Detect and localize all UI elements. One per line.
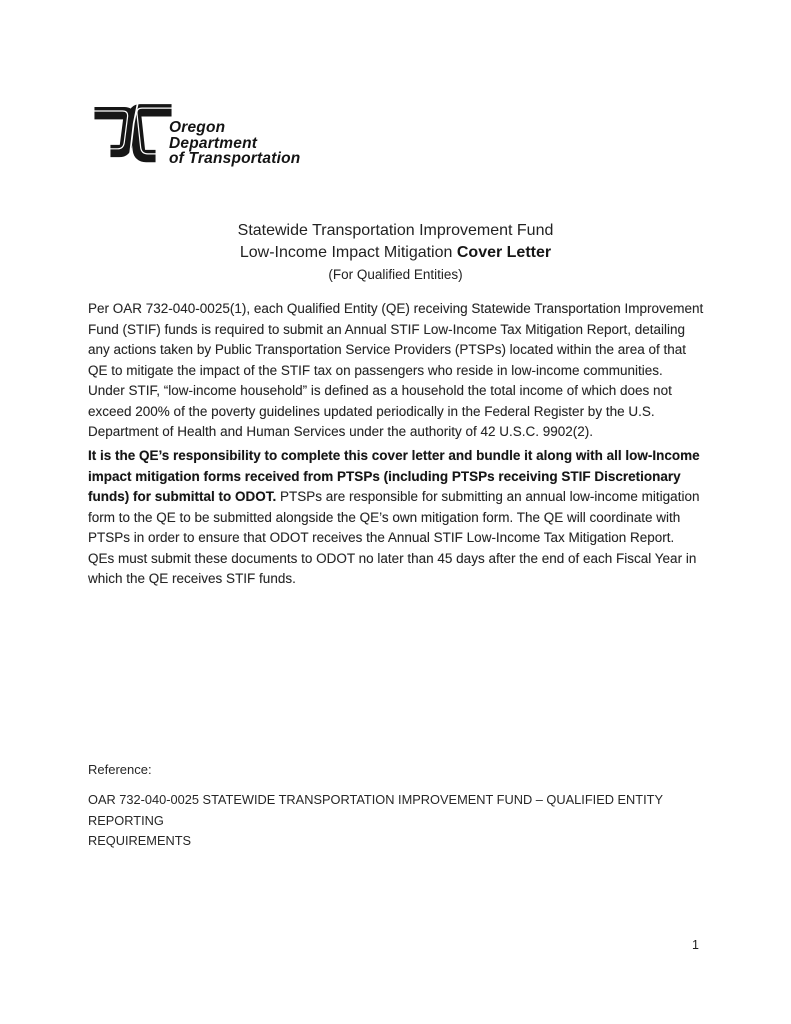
odot-logo-mark <box>93 98 173 172</box>
title-line1: Statewide Transportation Improvement Fund <box>237 222 554 239</box>
logo-text-line1: Oregon <box>169 119 226 136</box>
paragraph-2-regular: PTSPs are responsible for submitting an annual low-income mitigation form to the QE to be submitted alongside the QE’s own mitigation form. The QE will coordinate with PTSPs in order to ensure that ODOT receives the Annual STIF Low-Income Tax Mitigation Report. QEs must submit these documents to ODOT no later than 45 days after the end of each Fiscal Year in which the QE receives STIF funds. <box>88 489 704 586</box>
page-number: 1 <box>692 938 699 952</box>
paragraph-2 <box>88 446 707 590</box>
paragraph-2-bold: It is the QE’s responsibility to complete this cover letter and bundle it along with all low-Income impact mitigation forms received from PTSPs (including PTSPs receiving STIF Discretionary funds) for submittal to ODOT. <box>88 448 704 504</box>
reference-citation <box>88 790 728 852</box>
title-line2-bold: Cover Letter <box>456 243 552 261</box>
reference-label: Reference: <box>88 762 152 777</box>
logo-text-line3: of Transportation <box>169 150 301 167</box>
logo-text-line2: Department <box>169 134 258 152</box>
title-line3: (For Qualified Entities) <box>328 267 463 282</box>
reference-citation-line2: REQUIREMENTS <box>88 833 192 848</box>
odot-logo <box>93 98 300 172</box>
reference-citation-line1: OAR 732-040-0025 STATEWIDE TRANSPORTATION IMPROVEMENT FUND – QUALIFIED ENTITY REPORTING <box>88 792 663 828</box>
title-line2 <box>0 242 791 264</box>
document-title <box>0 220 791 286</box>
title-line2-regular: Low-Income Impact Mitigation <box>239 243 457 261</box>
odot-logo-text <box>169 120 300 167</box>
paragraph-1: Per OAR 732-040-0025(1), each Qualified Entity (QE) receiving Statewide Transportation Improvement Fund (STIF) funds is required to submit an Annual STIF Low-Income Tax Mitigation Report, detailing any actions taken by Public Transportation Service Providers (PTSPs) located within the area of that QE to mitigate the impact of the STIF tax on passengers who reside in low-income communities. Under STIF, “low-income household” is defined as a household the total income of which does not exceed 200% of the poverty guidelines updated periodically in the Federal Register by the U.S. Department of Health and Human Services under the authority of 42 U.S.C. 9902(2). <box>88 301 708 439</box>
